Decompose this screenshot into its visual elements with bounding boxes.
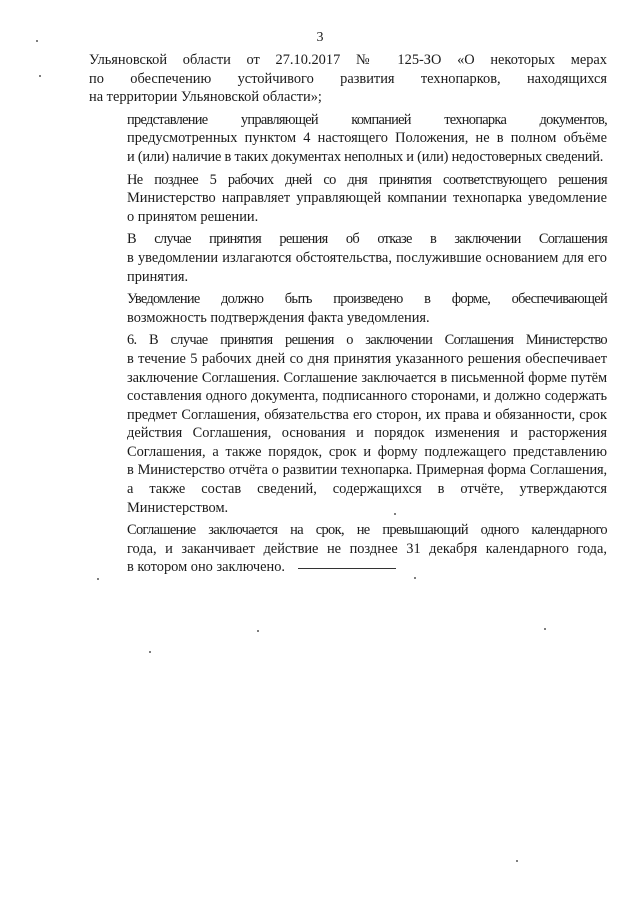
page-number: 3 [316,30,324,45]
text-line: в Министерство отчёта о развитии технопарка. Примерная форма Соглашения, [127,462,607,479]
scan-speck [149,651,151,653]
text-line: В случае принятия решения об отказе в заключении Соглашения [127,231,607,248]
paragraph-notification-deadline [89,171,607,227]
scan-speck [36,40,38,42]
scan-speck [97,578,99,580]
text-line: Уведомление должно быть произведено в форме, обеспечивающей [127,291,607,308]
text-line: по обеспечению устойчивого развития технопарков, находящихся [89,70,607,87]
text-line: в течение 5 рабочих дней со дня принятия указанного решения обеспечивает [127,350,607,367]
paragraph-notification-form [89,290,607,327]
text-line: в котором оно заключено. [127,559,286,576]
scan-speck [394,513,396,515]
scan-speck [39,75,41,77]
scan-speck [516,860,518,862]
scan-speck [414,577,416,579]
text-line: а также состав сведений, содержащихся в отчёте, утверждаются [127,481,607,498]
text-line: составления одного документа, подписанного сторонами, и должно содержать [127,388,607,405]
text-line: года, и заканчивает действие не позднее 31 декабря календарного года, [127,540,607,557]
paragraph-section-6-agreement [89,331,607,517]
paragraph-refusal-grounds [89,230,607,286]
text-line: 6. В случае принятия решения о заключении Соглашения Министерство [127,332,607,349]
text-line: возможность подтверждения факта уведомления. [127,309,430,326]
scan-speck [257,630,259,632]
text-line: Министерством. [127,499,229,516]
end-of-document-rule [298,568,396,569]
paragraph-law-reference [89,51,607,107]
text-line: Министерство направляет управляющей компании технопарка уведомление [127,190,607,207]
text-line: о принятом решении. [127,208,259,225]
text-line: действия Соглашения, основания и порядок изменения и расторжения [127,425,607,442]
text-line: в уведомлении излагаются обстоятельства, послужившие основанием для его [127,249,607,266]
text-line: Не позднее 5 рабочих дней со дня принятия соответствующего решения [127,171,607,188]
text-line: предусмотренных пунктом 4 настоящего Положения, не в полном объёме [127,130,607,147]
text-line: принятия. [127,268,189,285]
scan-speck [544,628,546,630]
text-line: и (или) наличие в таких документах неполных и (или) недостоверных сведений. [127,148,604,165]
text-line: на территории Ульяновской области»; [89,89,322,106]
text-line: представление управляющей компанией технопарка документов, [127,111,607,128]
text-line: Соглашение заключается на срок, не превышающий одного календарного [127,522,607,539]
text-line: предмет Соглашения, обязательства его сторон, их права и обязанности, срок [127,406,607,423]
document-body [89,51,607,581]
paragraph-incomplete-documents [89,111,607,167]
text-line: Ульяновской области от 27.10.2017 № 125-ЗО «О некоторых мерах [89,52,607,68]
text-line: Соглашения, а также порядок, срок и форму подлежащего представлению [127,443,607,460]
text-line: заключение Соглашения. Соглашение заключается в письменной форме путём [127,369,607,386]
